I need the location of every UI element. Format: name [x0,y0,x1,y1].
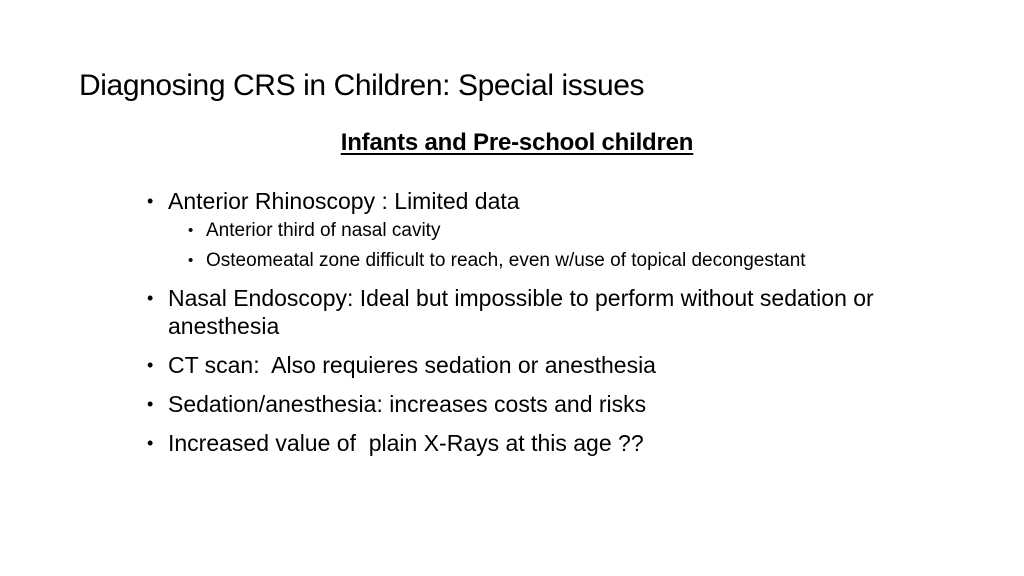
bullet-icon: • [188,252,194,269]
sub-bullet-text: Anterior third of nasal cavity [206,220,441,241]
sub-bullet-text: Osteomeatal zone difficult to reach, even w/use of topical decongestant [206,250,806,271]
bullet-icon: • [147,288,154,308]
slide-title: Diagnosing CRS in Children: Special issues [79,69,645,102]
bullet-icon: • [147,355,154,375]
bullet-item [145,390,905,418]
bullet-list [145,187,905,468]
sub-bullet-item [168,249,905,273]
bullet-icon: • [147,433,154,453]
bullet-item [145,187,905,273]
bullet-text: Sedation/anesthesia: increases costs and risks [168,391,647,417]
bullet-text: Nasal Endoscopy: Ideal but impossible to perform without sedation or anesthesia [168,285,874,339]
sub-bullet-item [168,219,905,243]
bullet-item [145,284,905,340]
bullet-text: Anterior Rhinoscopy : Limited data [168,188,520,214]
slide-subtitle: Infants and Pre-school children [340,129,694,156]
bullet-text: Increased value of plain X-Rays at this age ?? [168,430,644,456]
bullet-item [145,351,905,379]
bullet-item [145,429,905,457]
bullet-icon: • [147,394,154,414]
bullet-icon: • [147,191,154,211]
bullet-icon: • [188,222,194,239]
sub-bullet-list [168,219,905,273]
bullet-text: CT scan: Also requieres sedation or anesthesia [168,352,656,378]
